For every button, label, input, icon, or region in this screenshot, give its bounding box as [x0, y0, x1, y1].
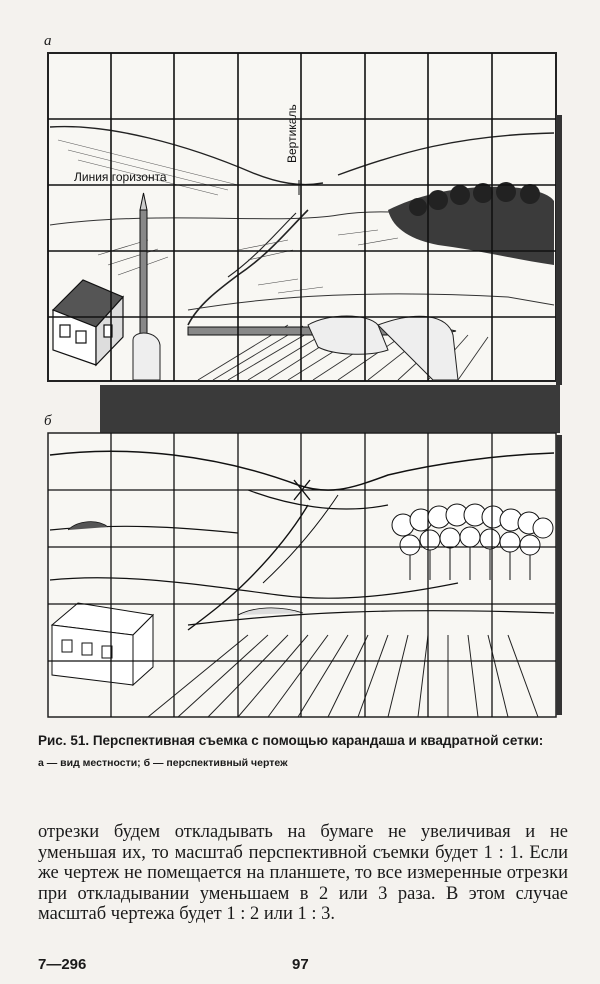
panel-b-label: б — [44, 413, 52, 429]
panel-b-drawing — [48, 433, 562, 717]
caption-subtitle: а — вид местности; б — перспективный чертеж — [38, 757, 288, 769]
caption-title: Рис. 51. Перспективная съемка с помощью карандаша и квадратной сетки: — [38, 733, 544, 748]
panel-a-landscape — [48, 53, 562, 385]
label-vertical: Вертикаль — [285, 104, 299, 163]
panel-a-label: а — [44, 33, 52, 49]
scan-band — [100, 385, 560, 433]
page-number: 97 — [292, 956, 309, 973]
house-b — [52, 603, 153, 685]
body-paragraph: отрезки будем откладывать на бумаге не увеличивая и не уменьшая их, то масштаб перспективной съемки будет 1 : 1. Если же чертеж не помещается на планшете, то все измеренные отрезки при откладывании уменьшаем в 2 или 3 раза. В этом случае масштаб чертежа будет 1 : 2 или 1 : 3. — [38, 822, 568, 924]
figure-51 — [38, 35, 562, 720]
printer-signature: 7—296 — [38, 956, 87, 973]
label-horizon: Линия горизонта — [74, 170, 167, 184]
figure-caption — [38, 733, 564, 769]
body-text — [38, 822, 568, 925]
